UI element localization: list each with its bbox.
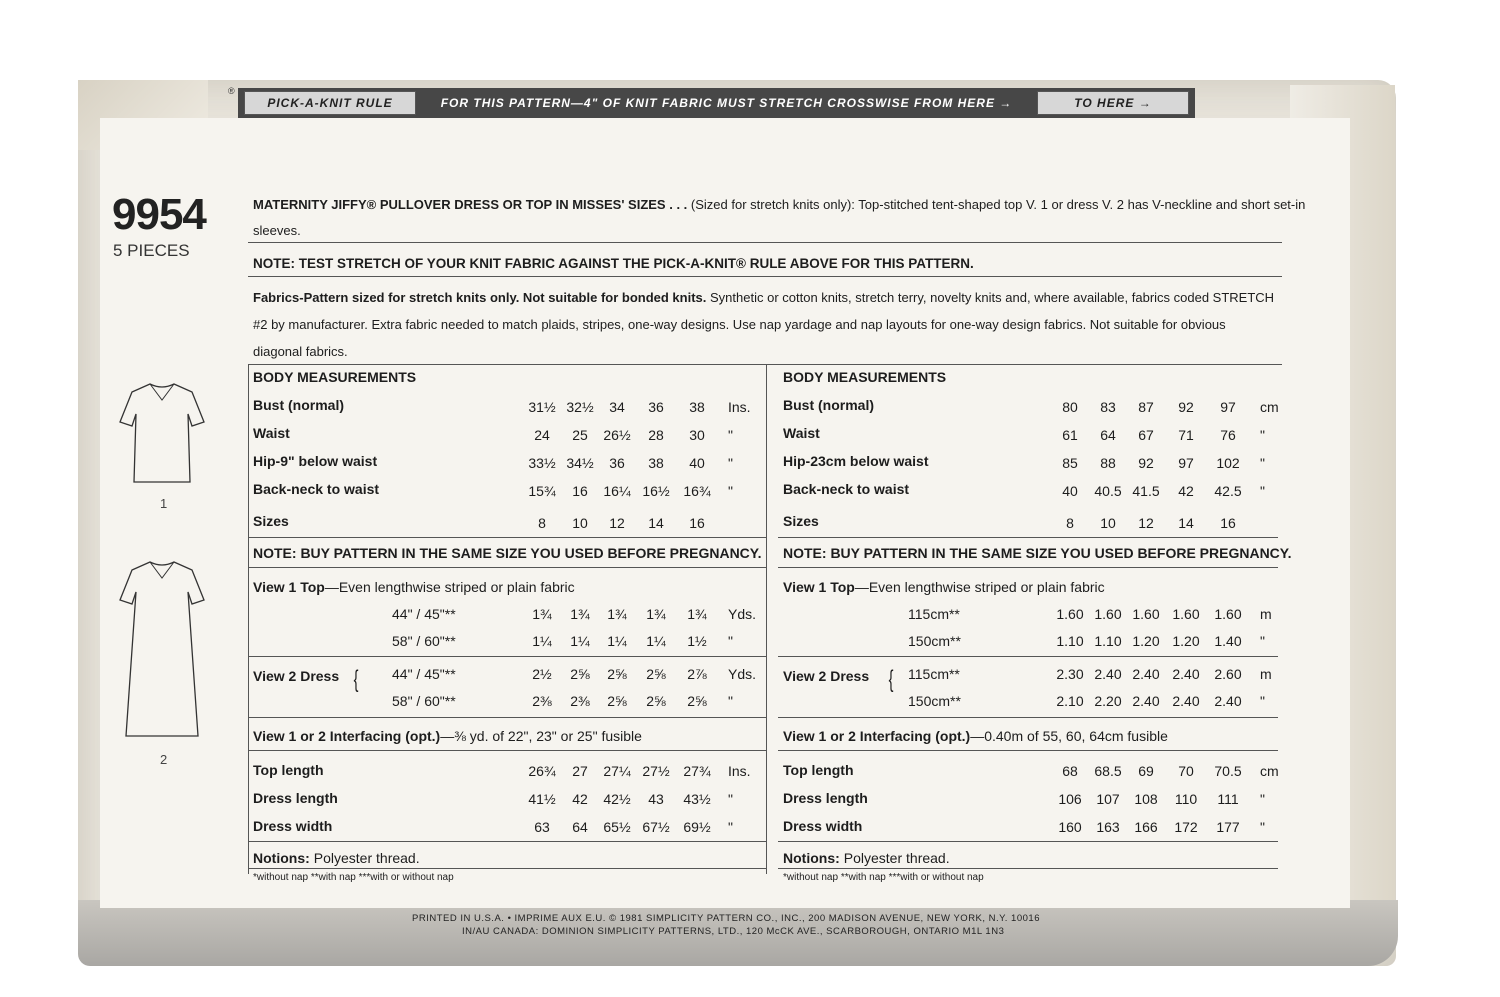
divider (248, 537, 766, 538)
imperial-heading: BODY MEASUREMENTS (253, 369, 417, 385)
finished-measurement-label: Dress width (253, 818, 333, 834)
view-2-yardage-value: 2.30 (1056, 666, 1084, 682)
measurement-value: 31½ (528, 399, 556, 415)
measurement-value: 33½ (528, 455, 556, 471)
view-1-yardage-value: 1.40 (1214, 633, 1242, 649)
finished-measurement-value: 160 (1058, 819, 1082, 835)
measurement-label: Bust (normal) (783, 397, 874, 413)
description-title: MATERNITY JIFFY® PULLOVER DRESS OR TOP IN MISSES' SIZES . . . (253, 197, 688, 212)
divider (778, 656, 1278, 657)
view-1-fabric: —Even lengthwise striped or plain fabric (854, 579, 1105, 595)
measurement-unit: " (728, 455, 733, 471)
measurement-value: 67 (1138, 427, 1154, 443)
finished-measurement-value: 177 (1216, 819, 1240, 835)
size-value: 8 (538, 515, 546, 531)
size-value: 8 (1066, 515, 1074, 531)
measurement-value: 42 (1178, 483, 1194, 499)
measurement-value: 40.5 (1094, 483, 1122, 499)
view-1-label: View 1 Top (783, 579, 855, 595)
view-1-yardage-value: 1.60 (1132, 606, 1160, 622)
finished-measurement-value: 70.5 (1214, 763, 1242, 779)
measurement-value: 76 (1220, 427, 1236, 443)
footnote: *without nap **with nap ***with or without nap (253, 872, 454, 883)
measurement-value: 92 (1138, 455, 1154, 471)
divider (248, 242, 1282, 243)
divider (778, 717, 1278, 718)
view-2-yardage-value: 2.40 (1132, 693, 1160, 709)
view-1-yardage-value: 1¾ (646, 606, 666, 622)
measurement-value: 28 (648, 427, 664, 443)
notions-line (783, 850, 950, 866)
view-2-yardage-value: 2.40 (1172, 693, 1200, 709)
view-2-yardage-value: 2.20 (1094, 693, 1122, 709)
finished-measurement-label: Dress length (253, 790, 338, 806)
measurement-unit: " (1260, 483, 1265, 499)
finished-measurement-value: 68 (1062, 763, 1078, 779)
measurement-unit: " (728, 427, 733, 443)
divider (778, 567, 1278, 568)
finished-measurement-value: 70 (1178, 763, 1194, 779)
interfacing-line (783, 728, 1168, 744)
divider (778, 868, 1278, 869)
notions-label: Notions: (253, 850, 310, 866)
metric-heading: BODY MEASUREMENTS (783, 369, 947, 385)
view-1-yardage-value: 1.60 (1214, 606, 1242, 622)
measurement-label: Bust (normal) (253, 397, 344, 413)
measurement-value: 38 (689, 399, 705, 415)
view-1-yardage-value: 1.60 (1172, 606, 1200, 622)
view-2-yardage-value: 2.60 (1214, 666, 1242, 682)
measurement-value: 40 (689, 455, 705, 471)
interfacing-label: View 1 or 2 Interfacing (opt.) (253, 728, 441, 744)
brace: { (353, 666, 359, 693)
size-value: 16 (1220, 515, 1236, 531)
view-1-yardage-heading (783, 579, 1105, 595)
view-2-yardage-unit: " (1260, 693, 1265, 709)
view-2-yardage-value: 2.40 (1172, 666, 1200, 682)
measurement-value: 97 (1220, 399, 1236, 415)
measurement-value: 16¾ (683, 483, 711, 499)
left-border (248, 364, 249, 874)
view-1-yardage-value: 1.10 (1056, 633, 1084, 649)
view-number-2: 2 (160, 752, 168, 767)
size-value: 10 (1100, 515, 1116, 531)
view-1-yardage-value: 1.60 (1094, 606, 1122, 622)
finished-measurement-value: 27¼ (603, 763, 631, 779)
measurement-value: 102 (1216, 455, 1240, 471)
notions-detail: Polyester thread. (313, 850, 420, 866)
view-1-top-sketch (112, 378, 212, 488)
measurement-value: 83 (1100, 399, 1116, 415)
notions-label: Notions: (783, 850, 840, 866)
divider (248, 750, 766, 751)
view-1-yardage-unit: " (728, 633, 733, 649)
note-stretch: NOTE: TEST STRETCH OF YOUR KNIT FABRIC AGAINST THE PICK-A-KNIT® RULE ABOVE FOR THIS PATTERN. (253, 256, 974, 271)
fabric-width: 150cm** (908, 633, 961, 649)
measurement-value: 87 (1138, 399, 1154, 415)
finished-measurement-value: 27½ (642, 763, 670, 779)
finished-measurement-unit: " (728, 819, 733, 835)
finished-measurement-unit: cm (1260, 763, 1279, 779)
finished-measurement-value: 68.5 (1094, 763, 1122, 779)
brace: { (888, 666, 894, 693)
finished-measurement-label: Top length (253, 762, 324, 778)
measurement-value: 26½ (603, 427, 631, 443)
finished-measurement-unit: " (1260, 791, 1265, 807)
view-1-yardage-unit: Yds. (728, 606, 757, 622)
view-2-yardage-value: 2½ (532, 666, 552, 682)
measurement-value: 16 (572, 483, 588, 499)
pregnancy-note: NOTE: BUY PATTERN IN THE SAME SIZE YOU USED BEFORE PREGNANCY. (253, 545, 762, 561)
size-value: 10 (572, 515, 588, 531)
measurement-value: 88 (1100, 455, 1116, 471)
measurement-label: Hip-23cm below waist (783, 453, 929, 469)
fabrics-line-1 (253, 290, 1274, 305)
view-2-yardage-value: 2⅝ (570, 666, 590, 682)
view-2-yardage-value: 2⅝ (646, 666, 666, 682)
interfacing-detail: —⅜ yd. of 22", 23" or 25" fusible (440, 728, 642, 744)
footer-line-2: IN/AU CANADA: DOMINION SIMPLICITY PATTERNS, LTD., 120 McCK AVE., SCARBOROUGH, ONTARIO M1L 1N3 (462, 926, 1005, 937)
finished-measurement-value: 67½ (642, 819, 670, 835)
divider (248, 364, 1282, 365)
view-1-yardage-value: 1¼ (607, 633, 627, 649)
view-2-yardage-value: 2⅞ (687, 666, 707, 682)
divider (778, 750, 1278, 751)
measurement-unit: Ins. (728, 399, 751, 415)
view-2-yardage-value: 2⅝ (687, 693, 707, 709)
measurement-label: Back-neck to waist (253, 481, 380, 497)
divider (248, 656, 766, 657)
fabric-width: 115cm** (908, 666, 960, 682)
pregnancy-note: NOTE: BUY PATTERN IN THE SAME SIZE YOU USED BEFORE PREGNANCY. (783, 545, 1292, 561)
fabrics-line-3: diagonal fabrics. (253, 344, 348, 359)
measurement-value: 38 (648, 455, 664, 471)
view-1-yardage-heading (253, 579, 575, 595)
divider (248, 868, 766, 869)
interfacing-line (253, 728, 642, 744)
measurement-value: 85 (1062, 455, 1078, 471)
measurement-value: 15¾ (528, 483, 556, 499)
fabric-width: 44" / 45"** (392, 606, 456, 622)
view-2-yardage-unit: " (728, 693, 733, 709)
interfacing-label: View 1 or 2 Interfacing (opt.) (783, 728, 971, 744)
view-1-yardage-value: 1¾ (532, 606, 552, 622)
measurement-value: 32½ (566, 399, 594, 415)
size-value: 14 (1178, 515, 1194, 531)
column-divider (766, 364, 767, 874)
finished-measurement-value: 63 (534, 819, 550, 835)
divider (248, 567, 766, 568)
pick-a-knit-rule (238, 88, 1195, 118)
measurement-unit: " (1260, 427, 1265, 443)
view-2-yardage-value: 2⅝ (607, 693, 627, 709)
view-1-yardage-value: 1¼ (532, 633, 552, 649)
fabric-width: 150cm** (908, 693, 961, 709)
view-1-yardage-value: 1¾ (607, 606, 627, 622)
view-2-yardage-value: 2⅝ (646, 693, 666, 709)
finished-measurement-value: 108 (1134, 791, 1158, 807)
finished-measurement-label: Dress width (783, 818, 863, 834)
view-1-yardage-unit: " (1260, 633, 1265, 649)
measurement-label: Waist (783, 425, 820, 441)
view-1-yardage-value: 1¼ (570, 633, 590, 649)
divider (248, 841, 766, 842)
view-2-label: View 2 Dress (253, 668, 340, 684)
measurement-value: 92 (1178, 399, 1194, 415)
fabric-width: 44" / 45"** (392, 666, 456, 682)
measurement-value: 30 (689, 427, 705, 443)
measurement-value: 71 (1178, 427, 1194, 443)
view-1-yardage-value: 1.20 (1132, 633, 1160, 649)
finished-measurement-value: 64 (572, 819, 588, 835)
finished-measurement-value: 43½ (683, 791, 711, 807)
measurement-label: Hip-9" below waist (253, 453, 378, 469)
pieces-count: 5 PIECES (113, 241, 190, 260)
view-1-label: View 1 Top (253, 579, 325, 595)
notions-line (253, 850, 420, 866)
view-number-1: 1 (160, 496, 168, 511)
divider (778, 841, 1278, 842)
finished-measurement-value: 27 (572, 763, 588, 779)
measurement-value: 36 (609, 455, 625, 471)
measurement-value: 97 (1178, 455, 1194, 471)
view-2-yardage-unit: Yds. (728, 666, 757, 682)
finished-measurement-value: 107 (1096, 791, 1120, 807)
finished-measurement-label: Top length (783, 762, 854, 778)
view-1-yardage-value: 1.60 (1056, 606, 1084, 622)
view-1-yardage-value: 1¾ (687, 606, 707, 622)
size-value: 12 (609, 515, 625, 531)
fabrics-line-2: #2 by manufacturer. Extra fabric needed to match plaids, stripes, one-way designs. Use nap yardage and nap layouts for one-way design fabrics. Not suitable for obvious (253, 317, 1226, 332)
measurement-value: 16¼ (603, 483, 631, 499)
view-2-dress-sketch (112, 556, 212, 746)
view-1-yardage-value: 1¾ (570, 606, 590, 622)
view-1-yardage-value: 1.10 (1094, 633, 1122, 649)
view-2-yardage-value: 2⅝ (607, 666, 627, 682)
sizes-label: Sizes (783, 513, 819, 529)
finished-measurement-value: 43 (648, 791, 664, 807)
view-1-fabric: —Even lengthwise striped or plain fabric (324, 579, 575, 595)
view-1-yardage-value: 1½ (687, 633, 707, 649)
view-2-yardage-value: 2.40 (1214, 693, 1242, 709)
view-2-yardage-value: 2⅜ (532, 693, 552, 709)
size-value: 14 (648, 515, 664, 531)
measurement-value: 34 (609, 399, 625, 415)
rule-right-label: TO HERE → (1037, 91, 1189, 115)
measurement-value: 16½ (642, 483, 670, 499)
measurement-value: 40 (1062, 483, 1078, 499)
finished-measurement-unit: " (728, 791, 733, 807)
measurement-unit: cm (1260, 399, 1279, 415)
fabric-width: 58" / 60"** (392, 633, 456, 649)
measurement-value: 36 (648, 399, 664, 415)
divider (778, 537, 1278, 538)
view-2-label: View 2 Dress (783, 668, 870, 684)
description-line-1 (253, 197, 1305, 212)
view-1-yardage-value: 1¼ (646, 633, 666, 649)
finished-measurement-value: 42 (572, 791, 588, 807)
finished-measurement-value: 26¾ (528, 763, 556, 779)
finished-measurement-value: 172 (1174, 819, 1198, 835)
view-1-yardage-value: 1.20 (1172, 633, 1200, 649)
description-line-2: sleeves. (253, 223, 301, 238)
size-value: 12 (1138, 515, 1154, 531)
measurement-value: 64 (1100, 427, 1116, 443)
finished-measurement-value: 41½ (528, 791, 556, 807)
pattern-number: 9954 (112, 190, 206, 239)
measurement-value: 80 (1062, 399, 1078, 415)
measurement-label: Back-neck to waist (783, 481, 910, 497)
view-2-yardage-value: 2⅜ (570, 693, 590, 709)
finished-measurement-value: 110 (1174, 791, 1198, 807)
fabrics-bold: Fabrics-Pattern sized for stretch knits only. Not suitable for bonded knits. (253, 290, 707, 305)
finished-measurement-value: 65½ (603, 819, 631, 835)
view-2-yardage-unit: m (1260, 666, 1272, 682)
fabric-width: 58" / 60"** (392, 693, 456, 709)
footer-line-1: PRINTED IN U.S.A. • IMPRIME AUX E.U. © 1981 SIMPLICITY PATTERN CO., INC., 200 MADISON AVENUE, NEW YORK, N.Y. 10016 (412, 913, 1040, 924)
view-1-yardage-unit: m (1260, 606, 1272, 622)
size-value: 16 (689, 515, 705, 531)
finished-measurement-unit: Ins. (728, 763, 751, 779)
measurement-unit: " (728, 483, 733, 499)
notions-detail: Polyester thread. (843, 850, 950, 866)
measurement-value: 24 (534, 427, 550, 443)
finished-measurement-label: Dress length (783, 790, 868, 806)
finished-measurement-value: 166 (1134, 819, 1158, 835)
view-2-yardage-value: 2.10 (1056, 693, 1084, 709)
finished-measurement-value: 163 (1096, 819, 1120, 835)
view-2-yardage-value: 2.40 (1132, 666, 1160, 682)
footnote: *without nap **with nap ***with or without nap (783, 872, 984, 883)
rule-middle-label: FOR THIS PATTERN—4" OF KNIT FABRIC MUST STRETCH CROSSWISE FROM HERE → (440, 96, 1013, 110)
finished-measurement-unit: " (1260, 819, 1265, 835)
measurement-value: 41.5 (1132, 483, 1160, 499)
measurement-value: 42.5 (1214, 483, 1242, 499)
sizes-label: Sizes (253, 513, 289, 529)
finished-measurement-value: 69½ (683, 819, 711, 835)
finished-measurement-value: 106 (1058, 791, 1082, 807)
finished-measurement-value: 42½ (603, 791, 631, 807)
measurement-value: 61 (1062, 427, 1078, 443)
fabric-width: 115cm** (908, 606, 960, 622)
measurement-value: 25 (572, 427, 588, 443)
rule-left-label: PICK-A-KNIT RULE (244, 91, 416, 115)
fabrics-rest: Synthetic or cotton knits, stretch terry, novelty knits and, where available, fabrics coded STRETCH (710, 290, 1275, 305)
measurement-unit: " (1260, 455, 1265, 471)
divider (248, 276, 1282, 277)
measurement-label: Waist (253, 425, 290, 441)
description-rest: (Sized for stretch knits only): Top-stitched tent-shaped top V. 1 or dress V. 2 has V-neckline and short set-in (690, 197, 1306, 212)
interfacing-detail: —0.40m of 55, 60, 64cm fusible (970, 728, 1168, 744)
finished-measurement-value: 69 (1138, 763, 1154, 779)
divider (248, 717, 766, 718)
view-2-yardage-value: 2.40 (1094, 666, 1122, 682)
registered-mark: ® (228, 86, 235, 96)
finished-measurement-value: 27¾ (683, 763, 711, 779)
finished-measurement-value: 111 (1217, 791, 1239, 807)
measurement-value: 34½ (566, 455, 594, 471)
